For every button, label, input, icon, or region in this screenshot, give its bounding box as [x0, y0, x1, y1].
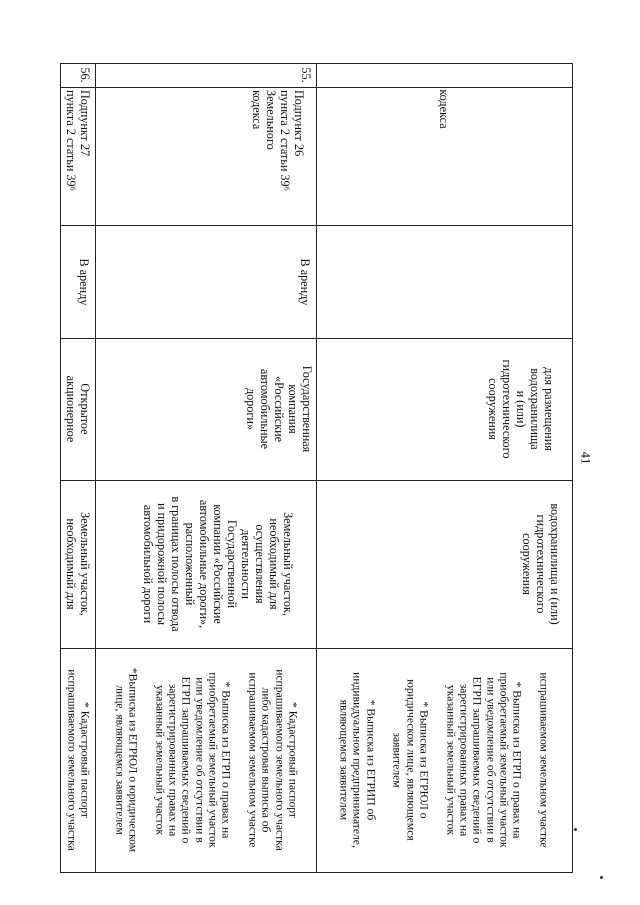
- row-56-basis: [60, 87, 95, 225]
- scan-speck: [574, 828, 577, 831]
- row-55-purpose: [242, 338, 316, 480]
- row-continuation-basis: [316, 87, 572, 225]
- cell-text: Подпункт 26 пункта 2 статьи 39⁶ Земельного кодекса: [249, 90, 307, 191]
- scan-speck: [600, 876, 603, 879]
- row-number: 56.: [77, 67, 92, 83]
- cell-text: В аренду: [298, 258, 313, 305]
- cell-text: * Кадастровый паспорт испрашиваемого земельного участка либо кадастровая выписка об испрашиваемом земельном участке * Выписка из ЕГРП о правах на приобретаемый земельный участок или уведомление об отсутствии в ЕГРП запрашиваемых сведений о зарегистрированных правах на указанный земельный участок *Выписка из ЕГРЮЛ о юридическом лице, являющемся заявителем: [112, 667, 299, 853]
- cell-text: водохранилища и (или) гидротехнического сооружения: [519, 503, 563, 625]
- cell-text: Открытое акционерное: [63, 375, 92, 443]
- row-56-docs: [60, 648, 95, 872]
- cell-text: В аренду: [76, 258, 91, 305]
- row-55-docs: [95, 648, 316, 872]
- row-continuation-docs: [316, 648, 572, 872]
- cell-text: Государственная компания «Российские автомобильные дороги»: [243, 365, 315, 453]
- row-56-type: [72, 225, 95, 338]
- page-number: 41: [578, 451, 594, 465]
- cell-text: Земельный участок, необходимый для: [63, 512, 92, 616]
- row-55-basis: [240, 87, 316, 225]
- cell-text: Земельный участок, необходимый для осуществления деятельности Государственной компании «Российские автомобильные дороги», расположенный в границах полосы отвода и придорожной полосы автомобильной дороги: [140, 496, 296, 632]
- table-border-top: [572, 63, 573, 873]
- row-56-purpose: [60, 338, 95, 480]
- row-56-number: [74, 63, 95, 87]
- row-55-number: [296, 63, 316, 87]
- cell-text: Подпункт 27 пункта 2 статьи 39⁶: [63, 90, 92, 191]
- cell-text: кодекса: [437, 89, 452, 129]
- cell-text: испрашиваемом земельном участке * Выписка из ЕГРП о правах на приобретаемый земельный участок или уведомление об отсутствии в ЕГРП запрашиваемых сведений о зарегистрированных правах на указанный земельный участок * Выписка из ЕГРЮЛ о юридическом лице, являющемся заявителем * Выписка из ЕГРИП об индивидуальном предпринимателе, являющемся заявителем: [337, 672, 551, 848]
- row-continuation-purpose: [470, 338, 572, 480]
- row-continuation-land: [510, 480, 572, 648]
- cell-text: * Кадастровый паспорт испрашиваемого земельного участка: [64, 669, 91, 851]
- row-55-land: [120, 480, 316, 648]
- row-55-type: [294, 225, 316, 338]
- cell-text: для размещения водохранилища и (или) гидротехнического сооружения: [485, 359, 557, 459]
- row-56-land: [60, 480, 95, 648]
- row-number: 55.: [299, 67, 314, 83]
